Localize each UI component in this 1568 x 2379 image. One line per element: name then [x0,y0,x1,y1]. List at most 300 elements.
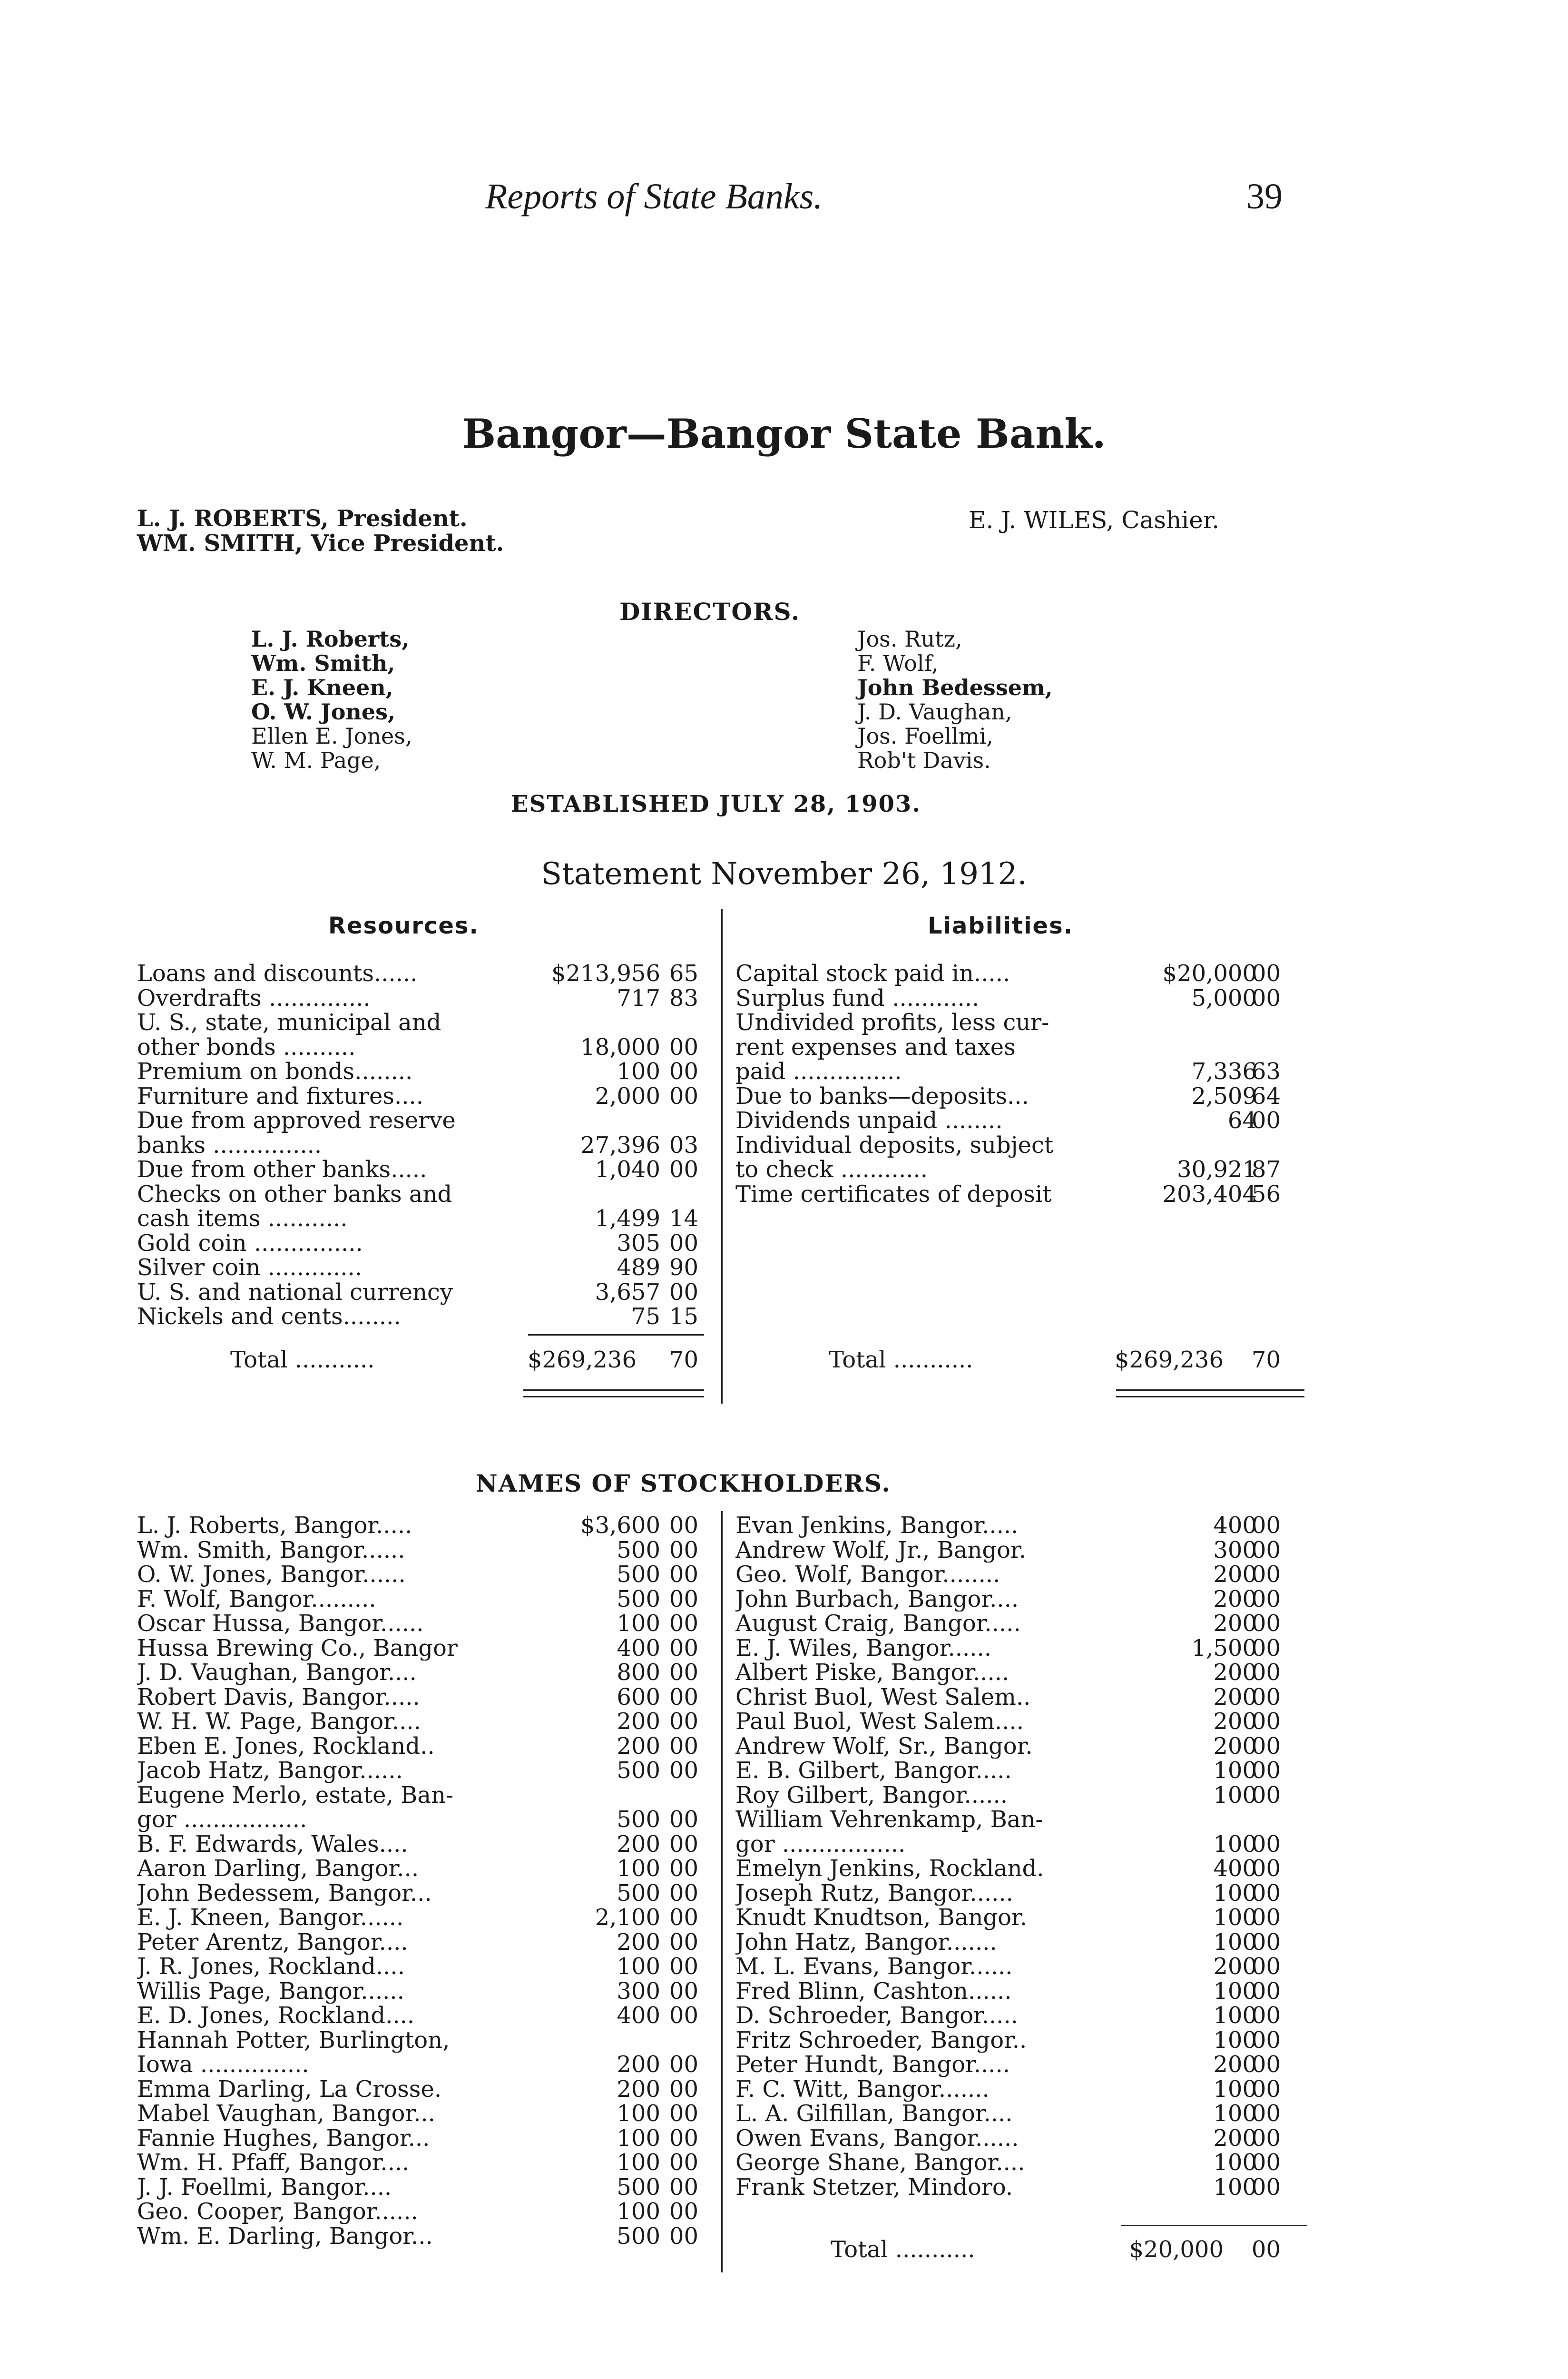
ledger-row [137,1255,703,1280]
row-label: Willis Page, Bangor...... [137,1978,404,2004]
total-cents: 00 [1251,2236,1281,2263]
row-label: D. Schroeder, Bangor..... [735,2003,1018,2028]
row-label: other bonds .......... [137,1034,356,1060]
row-label: Knudt Knudtson, Bangor. [735,1905,1027,1930]
resources-total-row [137,1347,708,1372]
row-dollars: 400 [1213,1855,1257,1882]
total-dollars: $20,000 [1129,2236,1224,2263]
row-cents: 00 [1251,1659,1281,1686]
ledger-row [735,2028,1285,2053]
row-dollars: 100 [617,1953,660,1980]
row-cents: 00 [669,2124,698,2152]
ledger-row [137,2077,703,2102]
ledger-row [137,1905,703,1930]
liabilities-heading: Liabilities. [928,913,1073,939]
ledger-row [137,2224,703,2249]
ledger-row [735,1611,1285,1636]
row-cents: 00 [1251,2173,1281,2201]
row-dollars: 18,000 [580,1033,660,1061]
double-rule [523,1396,704,1397]
row-cents: 83 [669,984,698,1012]
ledger-row [735,1832,1285,1857]
double-rule [523,1389,704,1391]
row-label: Due from approved reserve [137,1108,456,1133]
row-cents: 00 [1251,1732,1281,1760]
ledger-row [735,1881,1285,1906]
director: Jos. Foellmi, [857,723,993,749]
row-cents: 00 [1251,1928,1281,1956]
row-label: F. C. Witt, Bangor....... [735,2076,990,2102]
ledger-row [735,1856,1285,1881]
row-dollars: 200 [1213,1659,1257,1686]
row-cents: 00 [669,1585,698,1612]
ledger-row [735,2003,1285,2028]
row-label: Aaron Darling, Bangor... [137,1856,419,1881]
total-label: Total ........... [831,2237,975,2262]
ledger-row [137,1035,703,1060]
row-dollars: 500 [617,1806,660,1833]
row-label: Fritz Schroeder, Bangor.. [735,2027,1027,2053]
row-label: Hannah Potter, Burlington, [137,2027,450,2053]
ledger-row [735,1930,1285,1955]
row-cents: 00 [669,1855,698,1882]
row-cents: 00 [669,1561,698,1588]
row-label: gor ................. [137,1807,307,1832]
row-label: John Burbach, Bangor.... [735,1586,1019,1612]
row-label: rent expenses and taxes [735,1034,1016,1060]
row-dollars: 400 [617,1634,660,1661]
total-cents: 70 [669,1347,698,1373]
row-dollars: 200 [1213,1732,1257,1760]
stockholders-total-row [735,2237,1306,2262]
row-label: Albert Piske, Bangor..... [735,1660,1009,1685]
ledger-row [137,1856,703,1881]
row-label: Roy Gilbert, Bangor...... [735,1782,1008,1808]
row-dollars: 200 [1213,1561,1257,1588]
row-label: Mabel Vaughan, Bangor... [137,2101,435,2126]
resources-heading: Resources. [328,913,479,939]
row-cents: 00 [1251,1561,1281,1588]
row-label: John Hatz, Bangor....... [735,1929,997,1955]
row-dollars: 100 [1213,1879,1257,1907]
row-label: O. W. Jones, Bangor...... [137,1562,406,1587]
row-label: to check ............ [735,1157,928,1182]
row-label: Wm. Smith, Bangor...... [137,1537,405,1563]
row-cents: 00 [1251,1953,1281,1980]
row-dollars: 500 [617,1561,660,1588]
row-label: Wm. E. Darling, Bangor... [137,2223,433,2249]
row-dollars: 100 [1213,2075,1257,2103]
row-label: William Vehrenkamp, Ban- [735,1807,1043,1832]
ledger-row [735,1059,1285,1084]
row-dollars: 200 [617,2075,660,2103]
row-cents: 00 [669,1634,698,1661]
director: Ellen E. Jones, [251,723,412,749]
statement-divider [721,909,723,1404]
row-dollars: 64 [1227,1107,1257,1134]
ledger-row [735,1587,1285,1612]
row-cents: 00 [669,2222,698,2250]
row-cents: 00 [1251,2100,1281,2127]
row-dollars: 500 [617,1879,660,1907]
row-dollars: 300 [1213,1536,1257,1563]
bank-title: Bangor—Bangor State Bank. [462,410,1106,457]
directors-left [251,627,412,773]
row-dollars: 2,509 [1191,1082,1257,1110]
row-cents: 00 [1251,1634,1281,1661]
row-label: Emma Darling, La Crosse. [137,2076,442,2102]
row-dollars: $213,956 [551,960,660,987]
row-label: Individual deposits, subject [735,1132,1054,1158]
ledger-row [137,1206,703,1231]
row-dollars: 3,657 [595,1278,660,1306]
ledger-row [137,2126,703,2151]
directors-right [857,627,1053,773]
row-cents: 90 [669,1254,698,1281]
ledger-row [735,2052,1285,2077]
row-label: Gold coin ............... [137,1230,363,1256]
ledger-row [137,1010,703,1035]
running-title: Reports of State Banks. [485,177,823,216]
row-dollars: 100 [617,2100,660,2127]
row-label: Overdrafts .............. [137,985,371,1011]
ledger-row [137,2199,703,2224]
row-cents: 00 [1251,1512,1281,1539]
row-label: B. F. Edwards, Wales.... [137,1831,408,1857]
director: L. J. Roberts, [251,626,410,652]
row-dollars: $20,000 [1162,960,1257,987]
row-label: John Bedessem, Bangor... [137,1880,432,1906]
row-label: W. H. W. Page, Bangor.... [137,1709,421,1734]
ledger-row [137,1611,703,1636]
double-rule [1116,1389,1304,1391]
row-cents: 00 [1251,1781,1281,1809]
row-dollars: 200 [617,2051,660,2078]
row-cents: 00 [669,1757,698,1784]
row-label: banks ............... [137,1132,322,1158]
row-dollars: 500 [617,2222,660,2250]
row-label: J. D. Vaughan, Bangor.... [137,1660,417,1685]
ledger-row [137,1709,703,1734]
ledger-row [735,1636,1285,1661]
ledger-row [137,2052,703,2077]
row-cents: 00 [1251,2051,1281,2078]
row-dollars: 100 [1213,2026,1257,2054]
ledger-row [137,2150,703,2175]
row-label: Peter Hundt, Bangor..... [735,2052,1010,2077]
ledger-row [137,1280,703,1305]
row-dollars: 100 [1213,1830,1257,1858]
row-cents: 65 [669,960,698,987]
row-label: gor ................. [735,1831,906,1857]
row-cents: 00 [669,2051,698,2078]
row-cents: 56 [1251,1180,1281,1208]
row-dollars: 100 [1213,1928,1257,1956]
row-cents: 00 [669,1156,698,1183]
row-cents: 00 [669,2198,698,2225]
row-dollars: 1,499 [595,1205,660,1232]
ledger-row [137,1979,703,2004]
row-cents: 00 [669,1512,698,1539]
row-cents: 00 [669,2100,698,2127]
row-cents: 00 [669,1732,698,1760]
row-cents: 00 [669,2002,698,2029]
row-label: Geo. Wolf, Bangor........ [735,1562,1000,1587]
row-label: E. B. Gilbert, Bangor..... [735,1758,1012,1783]
ledger-row [735,1562,1285,1587]
row-dollars: 100 [617,1610,660,1637]
row-label: Emelyn Jenkins, Rockland. [735,1856,1044,1881]
row-dollars: 200 [1213,1708,1257,1735]
row-label: Checks on other banks and [137,1181,452,1207]
row-cents: 00 [669,1830,698,1858]
ledger-row [137,1807,703,1832]
row-dollars: 2,000 [595,1082,660,1110]
row-dollars: 7,336 [1191,1058,1257,1085]
row-dollars: 100 [1213,1781,1257,1809]
row-cents: 00 [669,2173,698,2201]
row-cents: 00 [669,1659,698,1686]
row-dollars: 600 [617,1683,660,1711]
row-label: paid ............... [735,1059,902,1084]
ledger-row [137,1832,703,1857]
ledger-row [735,2175,1285,2200]
ledger-row [137,1954,703,1979]
row-dollars: 200 [617,1830,660,1858]
row-label: Peter Arentz, Bangor.... [137,1929,408,1955]
row-label: Fannie Hughes, Bangor... [137,2125,430,2151]
ledger-row [137,1758,703,1783]
row-dollars: 100 [617,2124,660,2152]
row-cents: 00 [669,1683,698,1711]
row-label: Eugene Merlo, estate, Ban- [137,1782,454,1808]
row-dollars: 800 [617,1659,660,1686]
row-label: Eben E. Jones, Rockland.. [137,1733,435,1759]
row-label: cash items ........... [137,1206,348,1231]
row-cents: 00 [669,1977,698,2005]
ledger-row [137,1513,703,1538]
row-label: Christ Buol, West Salem.. [735,1684,1031,1710]
ledger-row [735,1157,1285,1182]
stockholders-divider [721,1511,723,2272]
row-dollars: 30,921 [1177,1156,1257,1183]
ledger-row [137,1734,703,1759]
row-label: Premium on bonds........ [137,1059,413,1084]
row-label: Due from other banks..... [137,1157,427,1182]
row-dollars: 75 [631,1303,660,1330]
ledger-row [137,2101,703,2126]
director: F. Wolf, [857,650,939,676]
row-cents: 00 [669,1953,698,1980]
row-label: Oscar Hussa, Bangor...... [137,1611,424,1636]
ledger-row [735,1783,1285,1808]
ledger-row [735,1954,1285,1979]
row-cents: 64 [1251,1082,1281,1110]
row-dollars: 1,040 [595,1156,660,1183]
row-cents: 00 [1251,2124,1281,2152]
row-dollars: 200 [1213,1585,1257,1612]
statement-title: Statement November 26, 1912. [541,856,1027,892]
row-dollars: 1,500 [1191,1634,1257,1661]
ledger-row [137,2003,703,2028]
directors-heading: DIRECTORS. [619,598,801,626]
director: E. J. Kneen, [251,675,393,700]
row-cents: 00 [1251,1757,1281,1784]
row-label: E. D. Jones, Rockland.... [137,2003,415,2028]
row-cents: 00 [669,2149,698,2176]
row-label: Wm. H. Pfaff, Bangor.... [137,2150,410,2175]
row-label: E. J. Wiles, Bangor...... [735,1635,991,1661]
cashier: E. J. WILES, Cashier. [969,506,1220,534]
row-label: Dividends unpaid ........ [735,1108,1003,1133]
ledger-row [137,1084,703,1109]
row-dollars: 400 [1213,1512,1257,1539]
row-dollars: 300 [617,1977,660,2005]
row-dollars: 200 [617,1928,660,1956]
row-label: Evan Jenkins, Bangor..... [735,1513,1019,1538]
row-dollars: 100 [617,1855,660,1882]
row-label: Frank Stetzer, Mindoro. [735,2174,1013,2200]
director: Rob't Davis. [857,747,991,773]
row-cents: 00 [1251,1879,1281,1907]
ledger-row [735,2101,1285,2126]
ledger-row [735,1734,1285,1759]
ledger-row [137,1783,703,1808]
row-cents: 00 [1251,960,1281,987]
row-dollars: 100 [1213,1757,1257,1784]
ledger-row [137,1059,703,1084]
total-cents: 70 [1251,1347,1281,1373]
ledger-row [735,1010,1285,1035]
row-dollars: 500 [617,2173,660,2201]
row-cents: 00 [669,1058,698,1085]
row-label: Andrew Wolf, Sr., Bangor. [735,1733,1033,1759]
ledger-row [735,2150,1285,2175]
row-dollars: $3,600 [580,1512,660,1539]
row-cents: 00 [669,1879,698,1907]
ledger-row [735,1685,1285,1710]
director: Wm. Smith, [251,650,395,676]
row-dollars: 5,000 [1191,984,1257,1012]
ledger-row [137,2028,703,2053]
row-dollars: 100 [1213,1904,1257,1931]
row-label: U. S. and national currency [137,1279,453,1305]
row-dollars: 100 [617,2149,660,2176]
total-label: Total ........... [829,1347,973,1372]
row-cents: 00 [669,1904,698,1931]
row-label: Paul Buol, West Salem.... [735,1709,1024,1734]
established-date: ESTABLISHED JULY 28, 1903. [511,791,921,817]
ledger-row [137,1930,703,1955]
row-label: Andrew Wolf, Jr., Bangor. [735,1537,1026,1563]
row-dollars: 200 [1213,1683,1257,1711]
row-dollars: 100 [617,1058,660,1085]
row-cents: 00 [669,1033,698,1061]
director: John Bedessem, [857,675,1053,700]
row-dollars: 489 [617,1254,660,1281]
row-label: Owen Evans, Bangor...... [735,2125,1019,2151]
row-dollars: 500 [617,1585,660,1612]
row-cents: 00 [1251,1107,1281,1134]
row-cents: 00 [669,1278,698,1306]
row-cents: 00 [669,1229,698,1257]
ledger-row [137,1660,703,1685]
row-dollars: 200 [1213,1610,1257,1637]
row-label: August Craig, Bangor..... [735,1611,1021,1636]
row-cents: 14 [669,1205,698,1232]
ledger-row [137,1231,703,1256]
row-label: Time certificates of deposit [735,1181,1052,1207]
row-label: Fred Blinn, Cashton...... [735,1978,1012,2004]
ledger-row [137,1133,703,1158]
row-label: U. S., state, municipal and [137,1010,441,1035]
ledger-row [137,986,703,1011]
row-cents: 00 [1251,1708,1281,1735]
row-cents: 00 [1251,1904,1281,1931]
ledger-row [137,1685,703,1710]
row-label: Furniture and fixtures.... [137,1083,424,1109]
row-label: M. L. Evans, Bangor...... [735,1954,1013,1979]
row-cents: 00 [1251,1830,1281,1858]
ledger-row [137,1108,703,1133]
double-rule [1116,1396,1304,1397]
row-dollars: 200 [1213,2124,1257,2152]
row-cents: 87 [1251,1156,1281,1183]
liabilities-total-row [735,1347,1306,1372]
row-label: George Shane, Bangor.... [735,2150,1025,2175]
row-cents: 00 [1251,2026,1281,2054]
ledger-row [735,1979,1285,2004]
row-label: Due to banks—deposits... [735,1083,1029,1109]
director: W. M. Page, [251,747,381,773]
ledger-row [735,2126,1285,2151]
row-label: Silver coin ............. [137,1255,362,1280]
ledger-row [735,1108,1285,1133]
ledger-row [137,961,703,986]
ledger-row [137,1182,703,1207]
row-dollars: 200 [617,1708,660,1735]
ledger-row [137,1587,703,1612]
ledger-row [735,1905,1285,1930]
row-dollars: 100 [1213,1977,1257,2005]
row-cents: 00 [669,1082,698,1110]
ledger-row [137,2175,703,2200]
row-dollars: 100 [617,2198,660,2225]
ledger-row [735,1084,1285,1109]
row-label: Capital stock paid in..... [735,961,1010,986]
row-label: Geo. Cooper, Bangor...... [137,2199,418,2224]
ledger-row [735,1513,1285,1538]
ledger-row [137,1304,703,1329]
vice-president: WM. SMITH, Vice President. [137,530,504,557]
row-label: J. J. Foellmi, Bangor.... [137,2174,392,2200]
row-dollars: 100 [1213,2002,1257,2029]
row-cents: 00 [1251,2002,1281,2029]
ledger-row [735,2077,1285,2102]
row-cents: 00 [669,1610,698,1637]
director: J. D. Vaughan, [857,699,1012,725]
row-cents: 00 [669,1536,698,1563]
row-cents: 00 [669,1708,698,1735]
row-cents: 63 [1251,1058,1281,1085]
row-cents: 00 [669,1928,698,1956]
row-dollars: 27,396 [580,1131,660,1159]
row-cents: 03 [669,1131,698,1159]
row-dollars: 200 [1213,1953,1257,1980]
row-dollars: 200 [1213,2051,1257,2078]
director: Jos. Rutz, [857,626,962,652]
director: O. W. Jones, [251,699,395,725]
